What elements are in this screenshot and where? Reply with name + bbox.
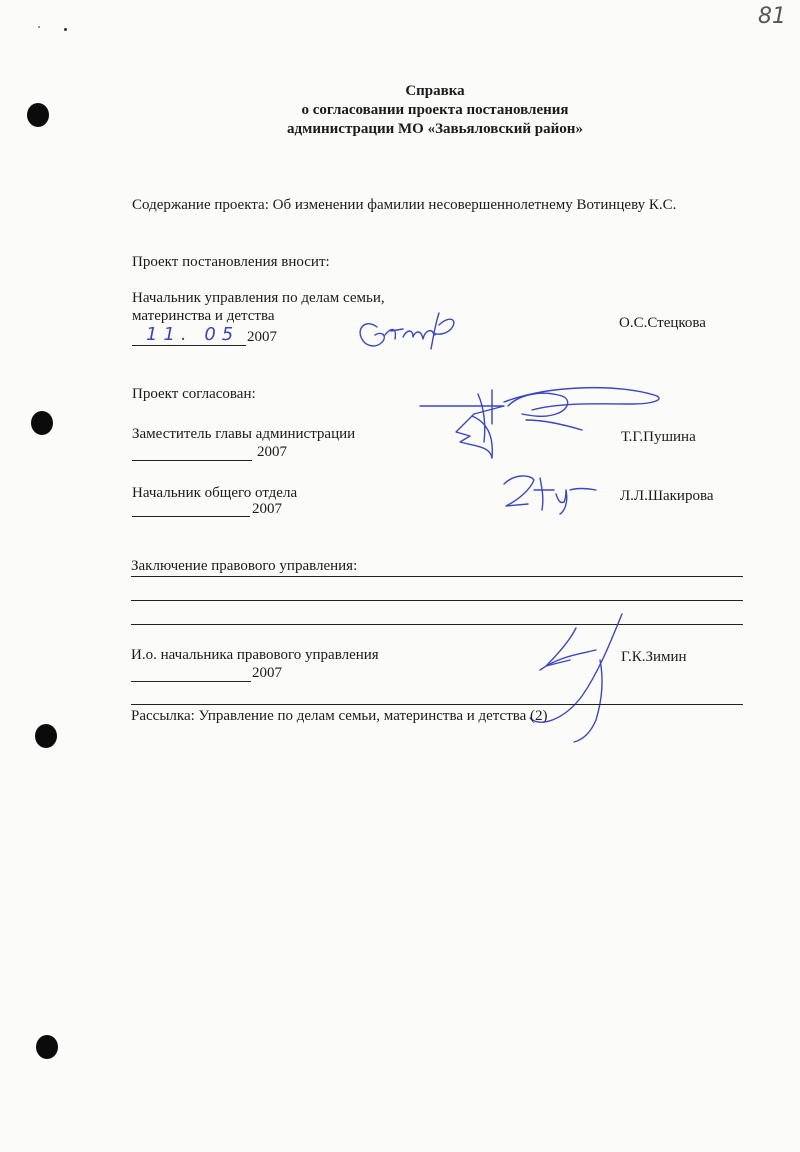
distribution-line: Рассылка: Управление по делам семьи, материнства и детства (2) [131, 708, 548, 724]
submitter-name: О.С.Стецкова [619, 315, 706, 331]
legal-signer-date-line [131, 681, 251, 682]
submitter-position-line1: Начальник управления по делам семьи, [132, 290, 385, 306]
legal-conclusion-line-2 [131, 600, 743, 601]
signature-stetskova [355, 305, 465, 355]
approver-2-name: Л.Л.Шакирова [620, 488, 714, 504]
scan-speck [38, 26, 40, 28]
punch-hole [35, 724, 57, 748]
closing-line [131, 704, 743, 705]
signature-shakirova [500, 470, 610, 515]
approver-1-name: Т.Г.Пушина [621, 429, 696, 445]
approver-2-year: 2007 [252, 501, 282, 517]
approver-1-position: Заместитель главы администрации [132, 426, 356, 442]
approver-2-date-line [132, 516, 250, 517]
punch-hole [36, 1035, 58, 1059]
punch-hole [27, 103, 49, 127]
submitter-date-handwritten: 11. 05 [146, 324, 240, 345]
approver-2-position: Начальник общего отдела [132, 485, 298, 501]
legal-conclusion-line-1 [131, 576, 743, 577]
punch-hole [31, 411, 53, 435]
submitter-year: 2007 [247, 329, 277, 345]
signature-zimin [500, 610, 640, 750]
legal-signer-name: Г.К.Зимин [621, 649, 687, 665]
legal-conclusion-line-3 [131, 624, 743, 625]
legal-signer-position: И.о. начальника правового управления [131, 647, 379, 663]
document-subtitle-line1: о согласовании проекта постановления [301, 102, 569, 118]
submitter-date-line [132, 345, 246, 346]
page-number-handwritten: 81 [758, 4, 786, 29]
document-title: Справка [405, 83, 465, 99]
signature-pushina [412, 376, 672, 466]
legal-conclusion-label: Заключение правового управления: [131, 558, 358, 574]
scan-speck [64, 28, 67, 31]
approval-label: Проект согласован: [132, 386, 256, 402]
approver-1-date-line [132, 460, 252, 461]
submitter-label: Проект постановления вносит: [132, 254, 330, 270]
submitter-position-line2: материнства и детства [132, 308, 275, 324]
project-content: Содержание проекта: Об изменении фамилии несовершеннолетнему Вотинцеву К.С. [132, 197, 677, 213]
approver-1-year: 2007 [257, 444, 287, 460]
document-subtitle-line2: администрации МО «Завьяловский район» [287, 121, 583, 137]
legal-signer-year: 2007 [252, 665, 282, 681]
